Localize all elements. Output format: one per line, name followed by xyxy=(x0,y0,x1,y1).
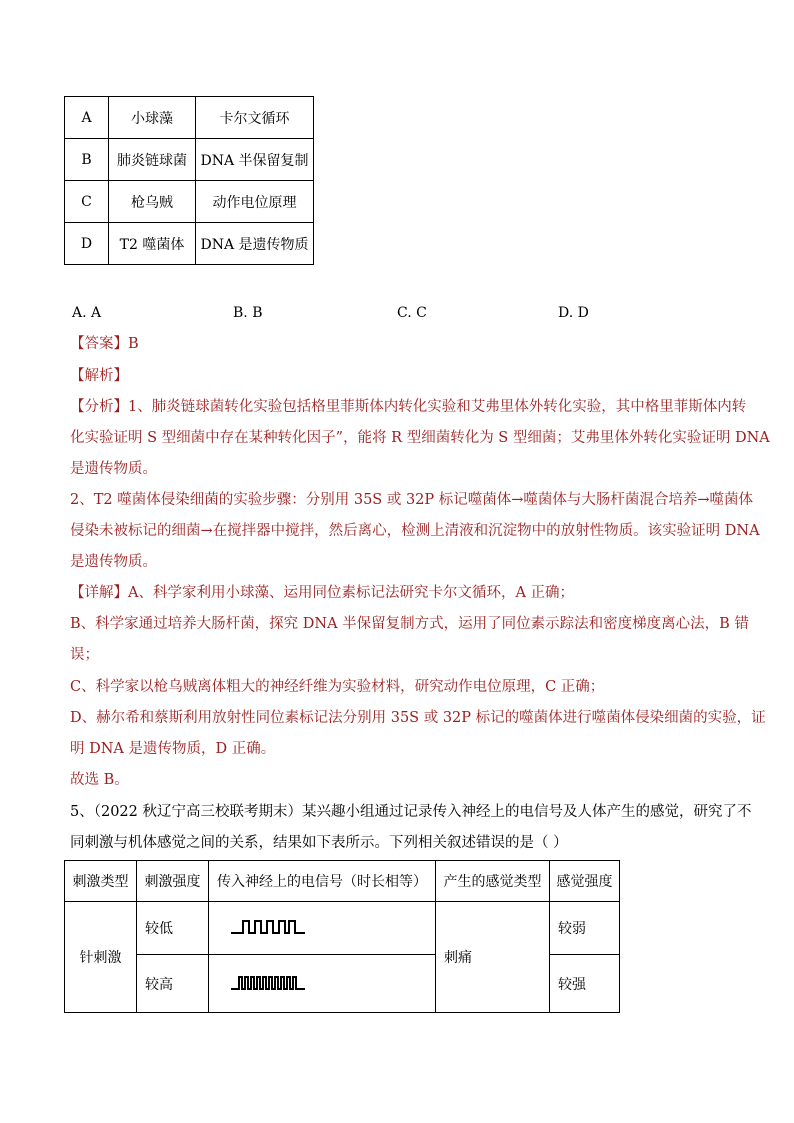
paragraph-line: D、赫尔希和蔡斯利用放射性同位素标记法分别用 35S 或 32P 标记的噬菌体进行噬菌体侵染细菌的实验，证 xyxy=(70,710,766,726)
table-cell: 肺炎链球菌 xyxy=(109,139,196,181)
table-header: 刺激类型 xyxy=(65,861,137,902)
strength-cell: 较强 xyxy=(550,955,620,1013)
option-b: B. B xyxy=(233,305,263,321)
option-a: A. A xyxy=(72,305,102,321)
table-cell: 枪乌贼 xyxy=(109,181,196,223)
paragraph-line: 侵染未被标记的细菌→在搅拌器中搅拌，然后离心，检测上清液和沉淀物中的放射性物质。该实验证明 DNA xyxy=(70,523,760,539)
table-cell: C xyxy=(65,181,109,223)
paragraph-line: 化实验证明 S 型细菌中存在某种转化因子”，能将 R 型细菌转化为 S 型细菌；艾弗里体外转化实验证明 DNA xyxy=(70,430,770,446)
table-header-row xyxy=(65,861,620,902)
paragraph-line: 【分析】1、肺炎链球菌转化实验包括格里菲斯体内转化实验和艾弗里体外转化实验，其中格里菲斯体内转 xyxy=(70,399,747,415)
table-cell: A xyxy=(65,97,109,139)
stimulus-table xyxy=(64,860,620,1013)
paragraph-line: C、科学家以枪乌贼离体粗大的神经纤维为实验材料，研究动作电位原理，C 正确； xyxy=(70,679,605,695)
paragraph-line: B、科学家通过培养大肠杆菌，探究 DNA 半保留复制方式，运用了同位素示踪法和密度梯度离心法，B 错 xyxy=(70,616,749,632)
table-row xyxy=(65,97,314,139)
table-cell: 动作电位原理 xyxy=(196,181,314,223)
options-table xyxy=(64,96,314,265)
paragraph-line: 故选 B。 xyxy=(70,772,129,788)
strength-cell: 较弱 xyxy=(550,902,620,955)
dense-spike-signal-icon xyxy=(229,971,319,993)
table-row xyxy=(65,139,314,181)
signal-cell xyxy=(209,902,436,955)
table-header: 产生的感觉类型 xyxy=(436,861,550,902)
analysis-header: 【解析】 xyxy=(70,368,128,384)
table-header: 感觉强度 xyxy=(550,861,620,902)
paragraph-line: 明 DNA 是遗传物质，D 正确。 xyxy=(70,741,276,757)
table-cell: DNA 半保留复制 xyxy=(196,139,314,181)
sparse-spike-signal-icon xyxy=(229,915,319,937)
table-row xyxy=(65,223,314,265)
table-row xyxy=(65,181,314,223)
table-cell: 卡尔文循环 xyxy=(196,97,314,139)
intensity-cell: 较高 xyxy=(137,955,209,1013)
paragraph-line: 是遗传物质。 xyxy=(70,554,157,570)
table-cell: DNA 是遗传物质 xyxy=(196,223,314,265)
paragraph-line: 是遗传物质。 xyxy=(70,461,157,477)
question-line: 5、（2022 秋辽宁高三校联考期末）某兴趣小组通过记录传入神经上的电信号及人体产生的感觉，研究了不 xyxy=(70,804,752,820)
paragraph-line: 【详解】A、科学家利用小球藻、运用同位素标记法研究卡尔文循环，A 正确； xyxy=(70,585,575,601)
signal-cell xyxy=(209,955,436,1013)
answer-line: 【答案】B xyxy=(70,336,139,352)
paragraph-line: 2、T2 噬菌体侵染细菌的实验步骤：分别用 35S 或 32P 标记噬菌体→噬菌体与大肠杆菌混合培养→噬菌体 xyxy=(70,492,754,508)
table-cell: 小球藻 xyxy=(109,97,196,139)
paragraph-line: 误； xyxy=(70,647,99,663)
table-cell: T2 噬菌体 xyxy=(109,223,196,265)
intensity-cell: 较低 xyxy=(137,902,209,955)
option-c: C. C xyxy=(397,305,427,321)
table-header: 刺激强度 xyxy=(137,861,209,902)
feeling-type-cell: 刺痛 xyxy=(436,902,550,1013)
option-d: D. D xyxy=(558,305,589,321)
table-cell: B xyxy=(65,139,109,181)
table-header: 传入神经上的电信号（时长相等） xyxy=(209,861,436,902)
table-cell: D xyxy=(65,223,109,265)
question-line: 同刺激与机体感觉之间的关系，结果如下表所示。下列相关叙述错误的是（ ） xyxy=(70,835,568,851)
table-row xyxy=(65,902,620,955)
stimulus-type-cell: 针刺激 xyxy=(65,902,137,1013)
